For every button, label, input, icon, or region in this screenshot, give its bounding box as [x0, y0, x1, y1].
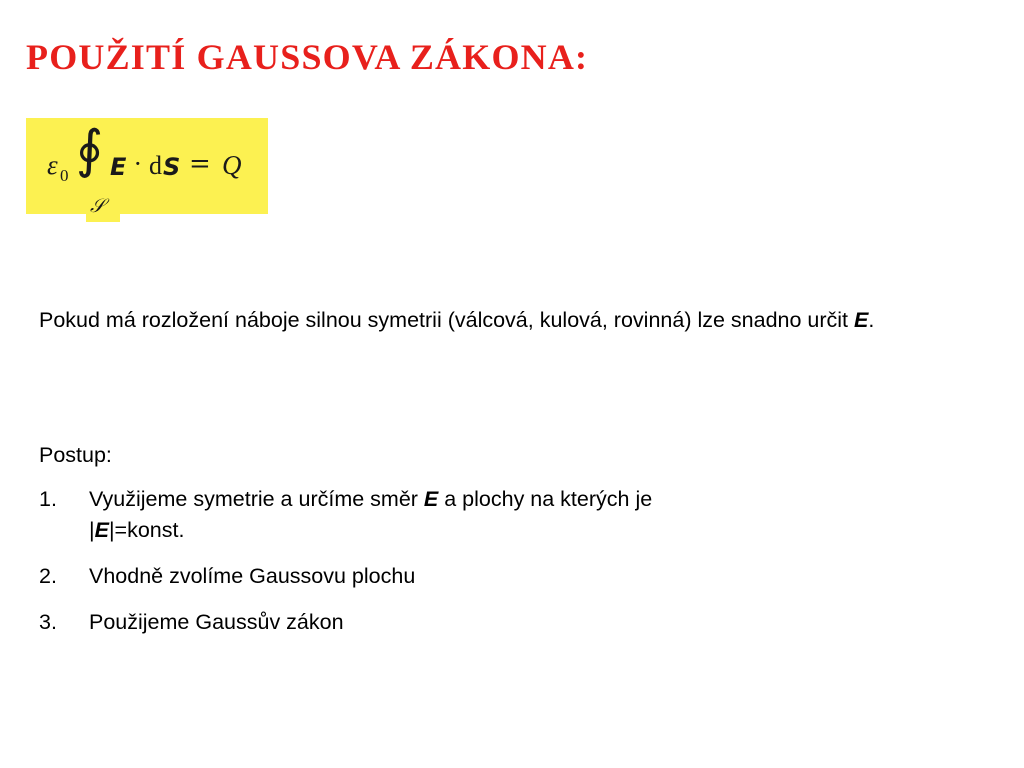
paragraph-period: . [868, 308, 875, 332]
formula-epsilon-subscript: 0 [60, 166, 69, 185]
list-item [39, 561, 919, 592]
step-bar-close: | [108, 518, 115, 542]
formula-equals: = [189, 149, 211, 179]
paragraph-E: E [854, 308, 869, 332]
step-text: Vhodně zvolíme Gaussovu plochu [89, 564, 416, 588]
formula-dot: · [134, 150, 142, 178]
step-text: Použijeme Gaussův zákon [89, 610, 344, 634]
list-item [39, 607, 919, 638]
slide-title: POUŽITÍ GAUSSOVA ZÁKONA: [26, 37, 589, 77]
formula-contour-integral: ∮ [76, 120, 104, 180]
step-text-b: a plochy na kterých je [438, 487, 653, 511]
step-E-magnitude: E [94, 518, 109, 542]
step-text-a: Využijeme symetrie a určíme směr [89, 487, 424, 511]
paragraph-text: Pokud má rozložení náboje silnou symetrii (válcová, kulová, rovinná) lze snadno určit [39, 308, 855, 332]
formula-S-vector: S [163, 153, 181, 181]
steps-list [39, 484, 919, 653]
step-bar-open: | [89, 518, 95, 542]
postup-label: Postup: [39, 443, 112, 467]
symmetry-paragraph [39, 305, 919, 336]
formula-E-vector: E [110, 153, 127, 181]
step-text-c: =konst. [114, 518, 185, 542]
list-number: 1. [39, 487, 57, 511]
step-E: E [423, 487, 439, 511]
list-number: 2. [39, 564, 57, 588]
formula-Q: Q [222, 150, 242, 180]
formula-d: d [149, 151, 162, 180]
list-item [39, 484, 919, 546]
list-number: 3. [39, 610, 57, 634]
formula-surface-symbol: 𝒮 [90, 196, 105, 217]
formula-epsilon: ε [47, 150, 58, 180]
